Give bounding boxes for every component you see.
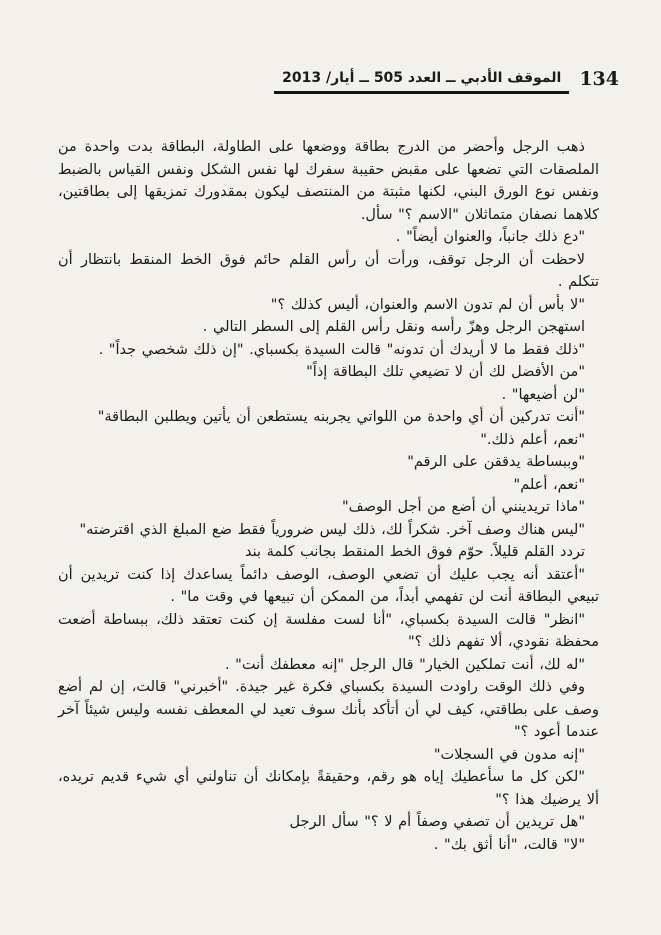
paragraph: وفي ذلك الوقت راودت السيدة بكسباي فكرة غير جيدة. "أخبرني" قالت، إن لم أضع وصف على بطاقتي، كيف لي أن أتأكد بأنك سوف تعيد لي المعطف نفسه وليس شيئاً آخر عندما أعود ؟" [58, 679, 599, 740]
paragraph: تردد القلم قليلاً. حوّم فوق الخط المنقط بجانب كلمة بند [245, 544, 585, 560]
paragraph: "نعم، أعلم" [513, 476, 585, 493]
paragraph: "أنت تدركين أن أي واحدة من اللواتي يجربنه يستطعن أن يأتين ويطلبن البطاقة" [97, 409, 585, 425]
paragraph: "نعم، أعلم ذلك." [480, 431, 585, 448]
paragraph: "أعتقد أنه يجب عليك أن تضعي الوصف، الوصف دائماً يساعدك إذا كنت تريدين أن تبيعي البطاقة أنت لن تفهمي أبداً، من الممكن أن تبيعها في وقت ما" . [58, 566, 599, 605]
paragraph: "من الأفضل لك أن لا تضيعي تلك البطاقة إذاً" [306, 364, 585, 380]
paragraph: "لا" قالت، "أنا أثق بك" . [433, 836, 585, 853]
paragraph: ذهب الرجل وأحضر من الدرج بطاقة ووضعها على الطاولة، البطاقة بدت واحدة من الملصقات التي تضعها على مقبض حقيبة سفرك لها نفس الشكل ونفس القياس بالضبط ونفس نوع الورق البني، لكنها مثبتة من المنتصف ليكون بمقدورك تمزيقها إلى بطاقتين، كلاهما نصفان متماثلان "الاسم ؟" سأل. [58, 139, 599, 223]
paragraph: "لا بأس أن لم تدون الاسم والعنوان، أليس كذلك ؟" [270, 296, 585, 313]
paragraph: "إنه مدون في السجلات" [433, 746, 585, 763]
page-header [274, 68, 619, 94]
paragraph: "له لك، أنت تملكين الخيار" قال الرجل "إنه معطفك أنت" . [224, 656, 585, 673]
page-number: 134 [579, 68, 619, 90]
paragraph: "انظر" قالت السيدة بكسباي، "أنا لست مفلسة إن كنت تعتقد ذلك، ببساطة أضعت محفظة نقودي، ألا تفهم ذلك ؟" [58, 611, 599, 650]
paragraph: لاحظت أن الرجل توقف، ورأت أن رأس القلم حائم فوق الخط المنقط بانتظار أن تتكلم . [58, 251, 599, 290]
paragraph: "لكن كل ما سأعطيك إياه هو رقم، وحقيقةً بإمكانك أن تناولني أي شيء قديم تريده، ألا يرضيك هذا ؟" [58, 769, 599, 808]
paragraph: "ذلك فقط ما لا أريدك أن تدونه" قالت السيدة بكسباي. "إن ذلك شخصي جداً" . [98, 341, 585, 358]
paragraph: "ليس هناك وصف آخر. شكراً لك، ذلك ليس ضرورياً فقط ضع المبلغ الذي اقترضته" [79, 521, 585, 538]
page-body [58, 136, 599, 856]
paragraph: "دع ذلك جانباً، والعنوان أيضاً" . [395, 229, 585, 245]
paragraph: "هل تريدين أن تصفي وصفاً أم لا ؟" سأل الرجل [289, 814, 585, 830]
paragraph: "لن أضيعها" . [501, 386, 585, 403]
journal-title: الموقف الأدبي ــ العدد 505 ــ أيار/ 2013 [274, 70, 569, 94]
paragraph: "وببساطة يدققن على الرقم" [407, 454, 585, 470]
paragraph: استهجن الرجل وهزّ رأسه ونقل رأس القلم إلى السطر التالي . [202, 319, 585, 335]
paragraph: "ماذا تريدينني أن أضع من أجل الوصف" [342, 499, 585, 515]
